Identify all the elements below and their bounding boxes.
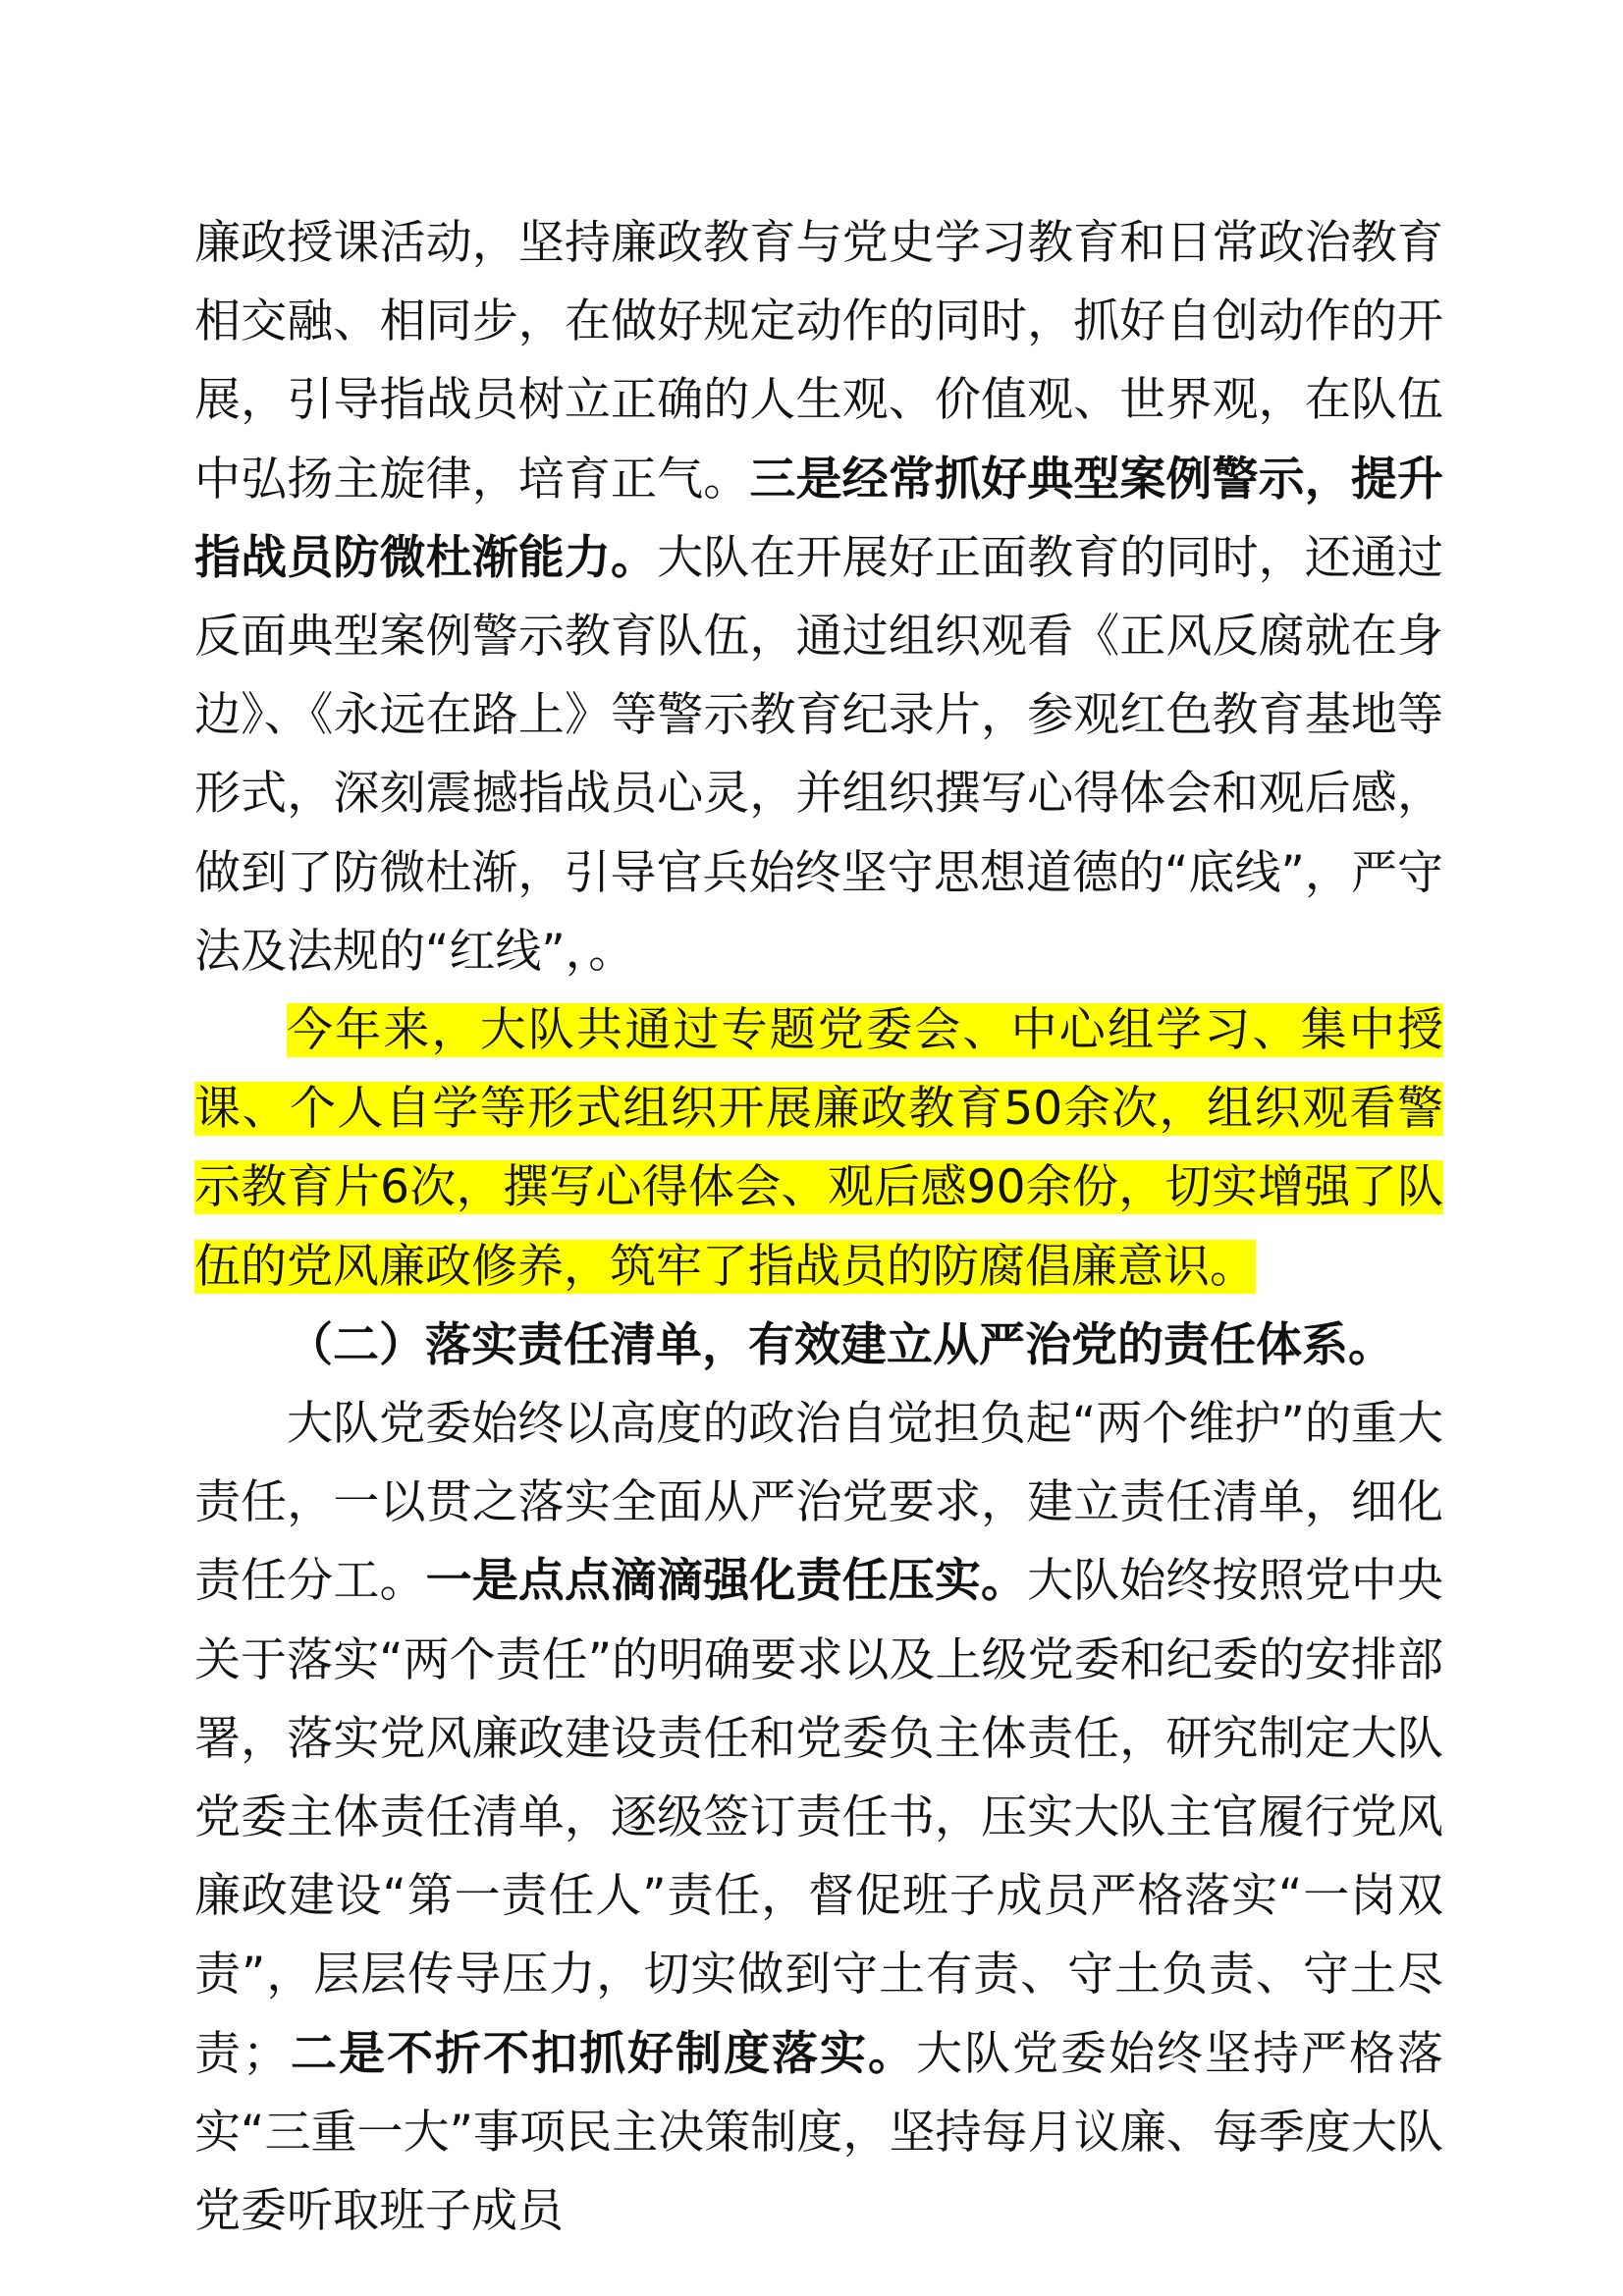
bold-key-point: 二是不折不扣抓好制度落实。 [289, 2026, 916, 2081]
paragraph-text: 大队党委始终以高度的政治自觉担负起“两个维护”的重大责任，一以贯之落实全面从严治党要求，建立责任清单，细化责任分工。 [194, 1397, 1443, 1609]
paragraph-text: 大队党委始终坚持严格落实“三重一大”事项民主决策制度，坚持每月议廉、每季度大队党委听取班子成员 [194, 2026, 1443, 2239]
document-body [194, 204, 1443, 2251]
paragraph-text: 廉政授课活动，坚持廉政教育与党史学习教育和日常政治教育相交融、相同步，在做好规定动作的同时，抓好自创动作的开展，引导指战员树立正确的人生观、价值观、世界观，在队伍中弘扬主旋律，培育正气。 [194, 216, 1443, 507]
bold-key-point: 一是点点滴滴强化责任压实。 [425, 1554, 1028, 1609]
highlighted-text: 今年来，大队共通过专题党委会、中心组学习、集中授课、个人自学等形式组织开展廉政教育50余次，组织观看警示教育片6次，撰写心得体会、观后感90余份，切实增强了队伍的党风廉政修养，筑牢了指战员的防腐倡廉意识。 [194, 1003, 1443, 1294]
paragraph-education-warning [194, 204, 1443, 991]
paragraph-responsibility [194, 1385, 1443, 2251]
paragraph-statistics [194, 991, 1443, 1307]
paragraph-text: 大队在开展好正面教育的同时，还通过反面典型案例警示教育队伍，通过组织观看《正风反腐就在身边》、《永远在路上》等警示教育纪录片，参观红色教育基地等形式，深刻震撼指战员心灵，并组织撰写心得体会和观后感，做到了防微杜渐，引导官兵始终坚守思想道德的“底线”，严守法及法规的“红线”，。 [194, 530, 1444, 979]
section-heading: （二）落实责任清单，有效建立从严治党的责任体系。 [287, 1317, 1394, 1372]
paragraph-text: 大队始终按照党中央关于落实“两个责任”的明确要求以及上级党委和纪委的安排部署，落实党风廉政建设责任和党委负主体责任，研究制定大队党委主体责任清单，逐级签订责任书，压实大队主官履行党风廉政建设“第一责任人”责任，督促班子成员严格落实“一岗双责”，层层传导压力，切实做到守土有责、守土负责、守土尽责； [194, 1554, 1444, 2081]
bold-key-point: 三是经常抓好典型案例警示，提升指战员防微杜渐能力。 [194, 452, 1444, 585]
